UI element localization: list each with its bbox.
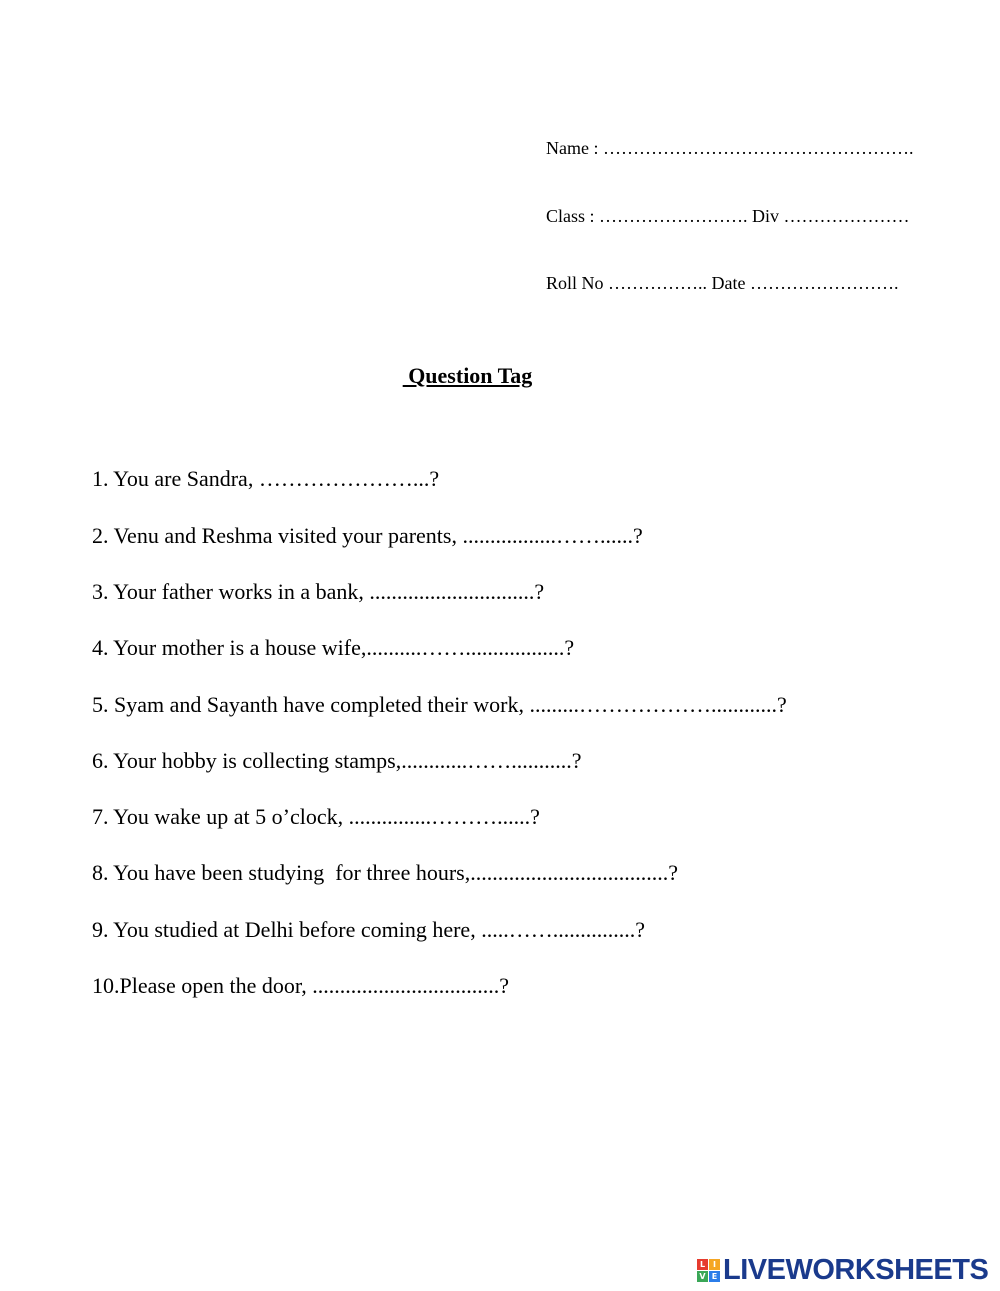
question-4[interactable]: 4. Your mother is a house wife,..........……..................? xyxy=(92,635,575,660)
question-6[interactable]: 6. Your hobby is collecting stamps,............……...........? xyxy=(92,748,582,773)
question-5[interactable]: 5. Syam and Sayanth have completed their work, .........………………............? xyxy=(92,692,787,717)
logo-block-v: V xyxy=(697,1271,708,1282)
question-1[interactable]: 1. You are Sandra, …………………...? xyxy=(92,466,440,491)
question-8[interactable]: 8. You have been studying for three hours,....................................? xyxy=(92,860,678,885)
logo-block-l: L xyxy=(697,1259,708,1270)
logo-block-e: E xyxy=(709,1271,720,1282)
logo-text: LIVEWORKSHEETS xyxy=(723,1254,989,1286)
question-3[interactable]: 3. Your father works in a bank, ..............................? xyxy=(92,579,545,604)
question-10[interactable]: 10.Please open the door, ..................................? xyxy=(92,973,510,998)
logo-block-i: I xyxy=(709,1259,720,1270)
question-7[interactable]: 7. You wake up at 5 o’clock, ...............………......? xyxy=(92,804,540,829)
question-9[interactable]: 9. You studied at Delhi before coming here, .....……...............? xyxy=(92,917,645,942)
logo-blocks-icon xyxy=(697,1259,720,1282)
worksheet-title: Question Tag xyxy=(402,363,533,388)
name-field-line: Name : ……………………………………………. xyxy=(546,138,914,158)
question-2[interactable]: 2. Venu and Reshma visited your parents, .................……......? xyxy=(92,523,643,548)
liveworksheets-logo xyxy=(697,1255,988,1285)
class-div-field-line: Class : ……………………. Div ………………… xyxy=(546,206,910,226)
roll-date-field-line: Roll No …………….. Date ……………………. xyxy=(546,273,899,293)
